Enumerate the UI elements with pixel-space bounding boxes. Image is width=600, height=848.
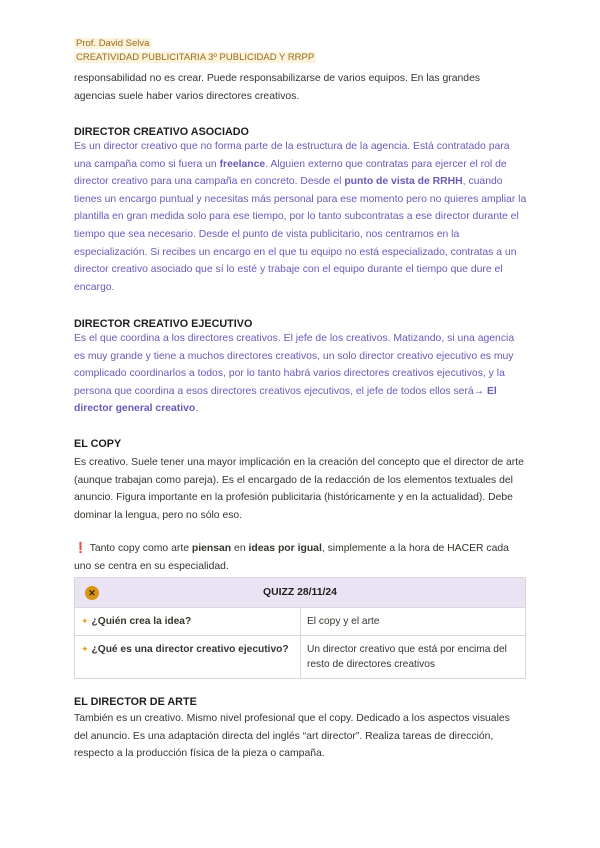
- section-title-copy: EL COPY: [74, 438, 122, 450]
- callout-note: ❗ Tanto copy como arte piensan en ideas por igual, simplemente a la hora de HACER cada uno se centra en su especialidad.: [74, 543, 509, 572]
- section-title-asociado: DIRECTOR CREATIVO ASOCIADO: [74, 126, 249, 138]
- quiz-header-cell: [75, 578, 526, 608]
- copy-paragraph: Es creativo. Suele tener una mayor implicación en la creación del concepto que el director de arte (aunque trabajan como pareja). Es el encargado de la redacción de los elementos textuales del anuncio. Figura importante en la profesión publicitaria (históricamente y en la actualidad). Debe dominar la lengua, pero no sólo eso.: [74, 457, 524, 521]
- director-general-term: El director general creativo: [74, 385, 497, 415]
- sparkle-icon: ✦: [81, 616, 89, 626]
- sparkle-icon: ✦: [81, 644, 89, 654]
- intro-paragraph: responsabilidad no es crear. Puede responsabilizarse de varios equipos. En las grandes agencias suele haber varios directores creativos.: [74, 73, 481, 102]
- course-name: CREATIVIDAD PUBLICITARIA 3º PUBLICIDAD Y RRPP: [76, 51, 315, 63]
- quiz-badge-icon: ✕: [85, 586, 99, 600]
- quiz-question: ✦ ¿Qué es una director creativo ejecutivo?: [75, 636, 301, 679]
- ejecutivo-paragraph: Es el que coordina a los directores creativos. El jefe de los creativos. Matizando, si una agencia es muy grande y tiene a muchos directores creativos, un solo director creativo ejecutivo es muy complicado coordinarlos a todos, por lo tanto habrá varios directores creativos ejecutivos, y la persona que coordina a esos directores creativos ejecutivos, el jefe de todos ellos será→ El director general creativo.: [74, 333, 515, 415]
- asociado-paragraph: Es un director creativo que no forma parte de la estructura de la agencia. Está contratado para una campaña como si fuera un freelance. Alguien externo que contratas para ejercer el rol de director creativo para una campaña en concreto. Desde el punto de vista de RRHH, cuando tienes un encargo puntual y necesitas más personal para ese momento pero no quieres ampliar la plantilla en gran medida solo para ese tiempo, por lo tanto subcontratas a ese director durante el tiempo que sea necesario. Desde el punto de vista publicitario, nos centramos en la especialización. Si recibes un encargo en el que tu equipo no está especializado, contratas a un director creativo asociado que sí lo esté y trabaje con el equipo durante el tiempo que dure el encargo.: [74, 141, 527, 293]
- exclamation-icon: ❗: [74, 543, 87, 554]
- quiz-answer: El copy y el arte: [301, 608, 526, 636]
- arte-paragraph: También es un creativo. Mismo nivel profesional que el copy. Dedicado a los aspectos visuales del anuncio. Es una adaptación directa del inglés “art director”. Realiza tareas de dirección, respecto a la producción física de la pieza o campaña.: [74, 713, 510, 760]
- quiz-row: [75, 636, 526, 679]
- rrhh-term: punto de vista de RRHH: [344, 176, 463, 188]
- page-header: [74, 37, 316, 64]
- freelance-term: freelance: [219, 158, 266, 170]
- quiz-row: [75, 608, 526, 636]
- quiz-title: QUIZZ 28/11/24: [263, 587, 337, 598]
- quiz-header-row: [75, 578, 526, 608]
- quiz-question: ✦ ¿Quién crea la idea?: [75, 608, 301, 636]
- section-title-ejecutivo: DIRECTOR CREATIVO EJECUTIVO: [74, 318, 253, 330]
- author-name: Prof. David Selva: [76, 38, 150, 49]
- quiz-table-container: [74, 577, 526, 679]
- quiz-table: [74, 577, 526, 679]
- section-title-arte: EL DIRECTOR DE ARTE: [74, 696, 197, 708]
- quiz-answer: Un director creativo que está por encima del resto de directores creativos: [301, 636, 526, 679]
